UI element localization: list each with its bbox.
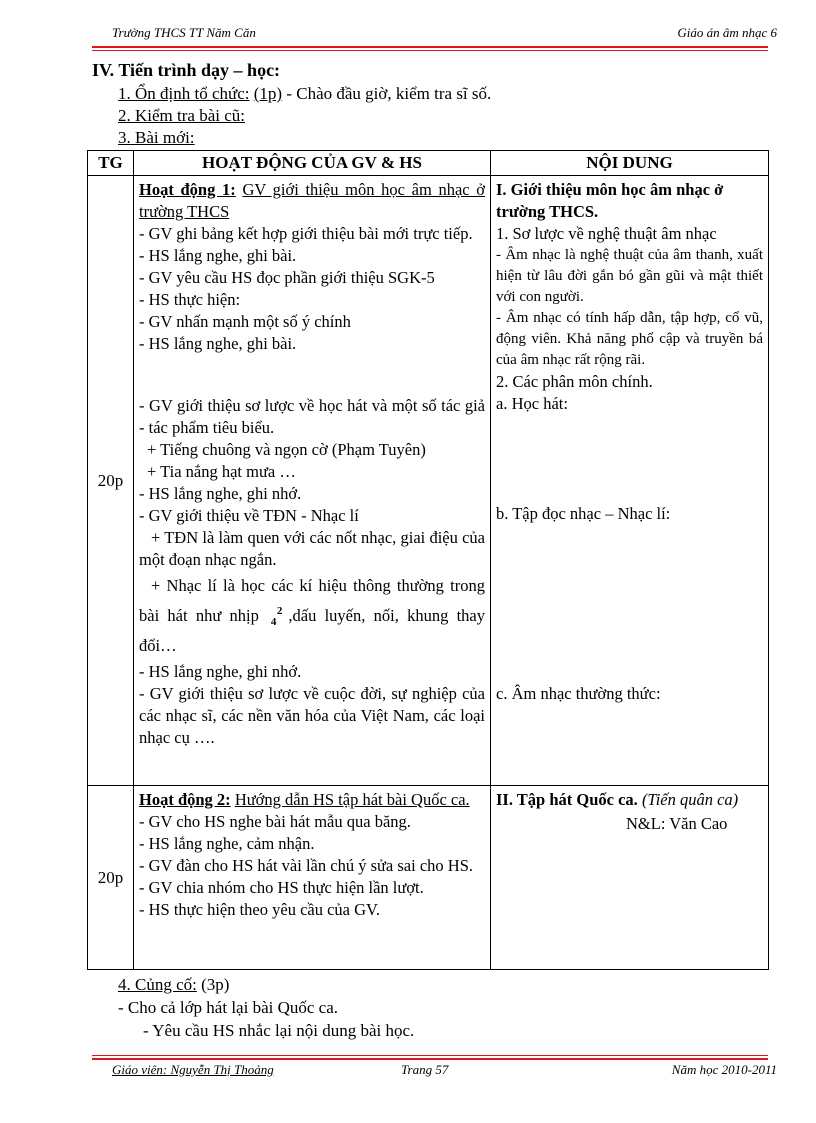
list-item: - HS lắng nghe, ghi bài. [139,246,297,265]
page-number: Trang 57 [401,1062,449,1077]
content-title-1: I. Giới thiệu môn học âm nhạc ở trường THCS. [496,180,724,221]
list-item: - GV giới thiệu sơ lược về học hát và một số tác giả - tác phẩm tiêu biểu. [139,396,485,437]
school-year: Năm học 2010-2011 [671,1062,777,1077]
content-item: b. Tập đọc nhạc – Nhạc lí: [496,504,671,523]
row1-activity-title: Hoạt động 1: GV giới thiệu môn học âm nhạc ở trường THCS [139,180,486,221]
subject-name: Giáo án âm nhạc 6 [677,25,777,40]
consolidate-line-1: - Cho cả lớp hát lại bài Quốc ca. [118,998,338,1017]
list-item: - GV giới thiệu sơ lược về cuộc đời, sự nghiệp của các nhạc sĩ, các nền văn hóa của Việt Nam, các loại nhạc cụ …. [139,684,485,747]
content-item: 2. Các phân môn chính. [496,372,653,391]
list-item: - GV giới thiệu về TĐN - Nhạc lí [139,506,359,525]
step-3-label: 3. Bài mới: [118,128,195,147]
header-activity: HOẠT ĐỘNG CỦA GV & HS [134,151,491,176]
row1-time: 20p [88,176,134,786]
step-2 [118,106,245,126]
row2-time: 20p [88,786,134,970]
content-item: c. Âm nhạc thường thức: [496,684,661,703]
list-item: - HS lắng nghe, ghi nhớ. [139,484,302,503]
time-signature: 2 4 [270,605,283,629]
header-rule [92,46,768,51]
list-item: - HS thực hiện: [139,290,241,309]
table-row [88,786,769,970]
header-tg: TG [88,151,134,176]
list-item: - HS thực hiện theo yêu cầu của GV. [139,900,380,919]
list-item: - GV đàn cho HS hát vài lần chú ý sửa sai cho HS. [139,856,473,875]
table-header-row [88,151,769,176]
lesson-table [87,150,769,970]
consolidate-heading [118,975,229,995]
consolidate-line-2: - Yêu cầu HS nhắc lại nội dung bài học. [143,1021,415,1040]
content-title-2: II. Tập hát Quốc ca. (Tiến quân ca) [496,790,739,809]
step-1-text: - Chào đầu giờ, kiểm tra sĩ số. [286,84,492,103]
row2-activity-title: Hoạt động 2: Hướng dẫn HS tập hát bài Quốc ca. [139,790,470,809]
table-row [88,176,769,786]
content-item: a. Học hát: [496,394,568,413]
row1-activity [134,176,491,786]
list-item: - HS lắng nghe, ghi bài. [139,334,297,353]
list-item: - HS lắng nghe, ghi nhớ. [139,662,302,681]
row2-activity [134,786,491,970]
section-title: IV. Tiến trình dạy – học: [92,60,281,80]
list-item: + Tiếng chuông và ngọn cờ (Phạm Tuyên) [147,440,426,459]
content-item: 1. Sơ lược về nghệ thuật âm nhạc [496,224,717,243]
consolidate-time: (3p) [201,975,230,994]
school-name: Trường THCS TT Năm Căn [112,25,256,40]
list-item: + Nhạc lí là học các kí hiệu thông thường trong bài hát như nhịp 2 4 ,dấu luyến, nối, khung thay đổi… [139,576,485,655]
list-item: - GV ghi bảng kết hợp giới thiệu bài mới trực tiếp. [139,224,473,243]
row1-content [491,176,769,786]
content-item: - Âm nhạc là nghệ thuật của âm thanh, xuất hiện từ lâu đời gắn bó gần gũi và mật thiết với con người. [496,247,763,305]
header-content: NỘI DUNG [491,151,769,176]
step-1 [118,84,491,104]
consolidate-label: 4. Củng cố: [118,975,197,994]
list-item: - HS lắng nghe, cảm nhận. [139,834,315,853]
list-item: + TĐN là làm quen với các nốt nhạc, giai điệu của một đoạn nhạc ngắn. [139,528,485,569]
list-item: + Tia nắng hạt mưa … [147,462,296,481]
content-item: - Âm nhạc có tính hấp dẫn, tập hợp, cổ vũ, động viên. Khả năng phổ cập và truyền bá của âm nhạc rất rộng rãi. [496,310,763,368]
step-2-label: 2. Kiểm tra bài cũ: [118,106,245,125]
step-3 [118,128,195,148]
footer-rule [92,1055,768,1060]
list-item: - GV nhấn mạnh một số ý chính [139,312,351,331]
step-1-label: 1. Ổn định tổ chức: [118,84,250,103]
list-item: - GV chia nhóm cho HS thực hiện lần lượt. [139,878,424,897]
row2-content [491,786,769,970]
teacher-name: Giáo viên: Nguyễn Thị Thoảng [112,1062,274,1077]
step-1-time: (1p) [253,84,283,103]
list-item: - GV cho HS nghe bài hát mẫu qua băng. [139,812,411,831]
list-item: - GV yêu cầu HS đọc phần giới thiệu SGK-5 [139,268,435,287]
song-author: N&L: Văn Cao [626,814,728,833]
